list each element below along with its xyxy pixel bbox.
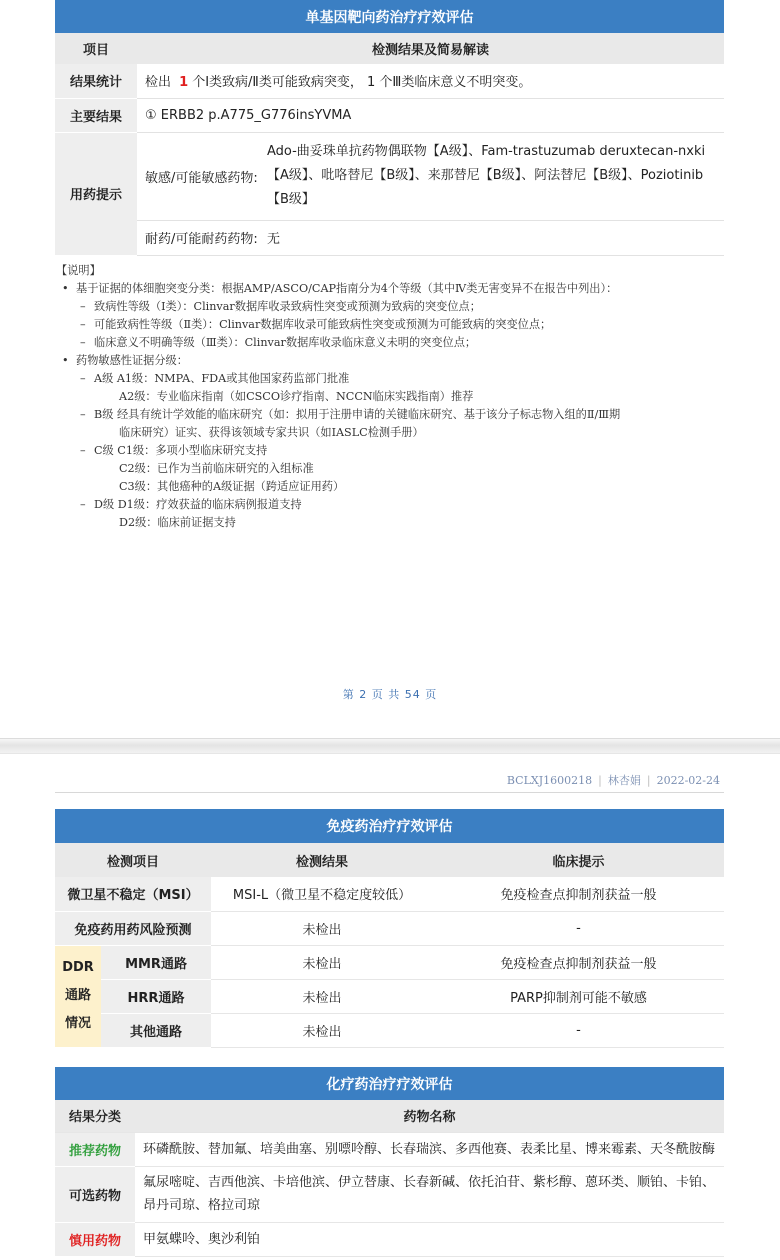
header-result: 检测结果及简易解读 bbox=[137, 33, 724, 64]
table-header-row bbox=[55, 33, 724, 64]
table-row-caution bbox=[55, 1222, 724, 1256]
stats-prefix: 检出 bbox=[145, 75, 172, 91]
table-row-main bbox=[55, 98, 724, 132]
note-line: • 药物敏感性证据分级： bbox=[62, 354, 188, 367]
row-label: 免疫药用药风险预测 bbox=[55, 911, 211, 945]
resistant-drugs: 无 bbox=[267, 232, 281, 248]
table-row-mmr bbox=[55, 945, 724, 979]
page-separator bbox=[0, 738, 780, 754]
row-label: MMR通路 bbox=[101, 945, 211, 979]
table-header-row bbox=[55, 1100, 724, 1132]
report-code: BCLXJ1600218 bbox=[506, 774, 593, 787]
table-row-drug bbox=[55, 132, 724, 255]
sensitive-drugs: Ado-曲妥珠单抗药物偶联物【A级】、Fam-trastuzumab deruxtecan-nxki【A级】、吡咯替尼【B级】、来那替尼【B级】、阿法替尼【B级】、Poziotinib【B级】 bbox=[267, 144, 706, 208]
header-category: 结果分类 bbox=[55, 1100, 135, 1132]
chemotherapy-table bbox=[55, 1100, 724, 1257]
row-label: 主要结果 bbox=[55, 98, 137, 132]
note-line: – C级 C1级：多项小型临床研究支持 bbox=[80, 444, 268, 457]
patient-name: 林杏娟 bbox=[607, 774, 641, 787]
sensitive-key: 敏感/可能敏感药物: bbox=[145, 170, 258, 186]
notes-section bbox=[56, 262, 736, 532]
row-result: 未检出 bbox=[211, 911, 433, 945]
table-row-stats bbox=[55, 64, 724, 98]
note-line: 临床研究）证实、获得该领域专家共识（如IASLC检测手册） bbox=[119, 426, 424, 439]
resistant-row bbox=[137, 221, 724, 255]
row-result: 未检出 bbox=[211, 945, 433, 979]
immunotherapy-table bbox=[55, 843, 724, 1048]
targeted-therapy-table bbox=[55, 33, 724, 256]
row-hint: 免疫检查点抑制剂获益一般 bbox=[433, 877, 724, 911]
row-result: 未检出 bbox=[211, 979, 433, 1013]
row-label: 推荐药物 bbox=[55, 1132, 135, 1166]
row-hint: PARP抑制剂可能不敏感 bbox=[433, 979, 724, 1013]
note-line: D2级：临床前证据支持 bbox=[119, 516, 236, 529]
notes-heading: 【说明】 bbox=[56, 264, 101, 277]
note-line: – 临床意义不明确等级（Ⅲ类）：Clinvar数据库收录临床意义未明的突变位点； bbox=[80, 336, 477, 349]
resistant-key: 耐药/可能耐药药物: bbox=[145, 232, 258, 248]
stats-value bbox=[137, 64, 724, 98]
note-line: – D级 D1级：疗效获益的临床病例报道支持 bbox=[80, 498, 302, 511]
sensitive-row bbox=[137, 133, 724, 221]
report-page-3 bbox=[0, 754, 780, 1260]
row-hint: - bbox=[433, 1013, 724, 1047]
row-drugs: 氟尿嘧啶、吉西他滨、卡培他滨、伊立替康、长春新碱、依托泊苷、紫杉醇、蒽环类、顺铂、卡铂、昂丹司琼、格拉司琼 bbox=[135, 1166, 724, 1222]
row-result: 未检出 bbox=[211, 1013, 433, 1047]
row-label: HRR通路 bbox=[101, 979, 211, 1013]
section-title: 免疫药治疗疗效评估 bbox=[55, 809, 724, 843]
header-item: 项目 bbox=[55, 33, 137, 64]
stats-suffix: 个Ⅲ类临床意义不明突变。 bbox=[379, 75, 532, 91]
header-result: 检测结果 bbox=[211, 843, 433, 877]
row-drugs: 环磷酰胺、替加氟、培美曲塞、别嘌呤醇、长春瑞滨、多西他赛、表柔比星、博来霉素、天冬酰胺酶 bbox=[135, 1132, 724, 1166]
stats-count-vus: 1 bbox=[366, 75, 376, 91]
main-result-value: ① ERBB2 p.A775_G776insYVMA bbox=[137, 98, 724, 132]
note-line: C3级：其他癌种的A级证据（跨适应证用药） bbox=[119, 480, 345, 493]
page-number: 第 2 页 共 54 页 bbox=[342, 688, 438, 701]
section-title: 单基因靶向药治疗疗效评估 bbox=[55, 0, 724, 33]
table-row-hrr bbox=[55, 979, 724, 1013]
header-divider bbox=[55, 792, 724, 793]
row-label: 微卫星不稳定（MSI） bbox=[55, 877, 211, 911]
row-result: MSI-L（微卫星不稳定度较低） bbox=[211, 877, 433, 911]
note-line: – 可能致病性等级（Ⅱ类）：Clinvar数据库收录可能致病性突变或预测为可能致病的突变位点； bbox=[80, 318, 552, 331]
report-header-info: BCLXJ1600218 | 林杏娟 | 2022-02-24 bbox=[506, 774, 720, 787]
table-row-other bbox=[55, 1013, 724, 1047]
row-drugs: 甲氨蝶呤、奥沙利铂 bbox=[135, 1222, 724, 1256]
stats-count-pathogenic: 1 bbox=[179, 75, 189, 91]
header-item: 检测项目 bbox=[55, 843, 211, 877]
chemotherapy-section bbox=[55, 1067, 724, 1257]
note-line: • 基于证据的体细胞突变分类：根据AMP/ASCO/CAP指南分为4个等级（其中Ⅳ类无害变异不在报告中列出）： bbox=[62, 282, 618, 295]
row-label: 用药提示 bbox=[55, 132, 137, 255]
section-title: 化疗药治疗疗效评估 bbox=[55, 1067, 724, 1100]
drug-hint-cell bbox=[137, 132, 724, 255]
row-label: 结果统计 bbox=[55, 64, 137, 98]
note-line: C2级：已作为当前临床研究的入组标准 bbox=[119, 462, 314, 475]
table-row-risk bbox=[55, 911, 724, 945]
header-drug-names: 药物名称 bbox=[135, 1100, 724, 1132]
header-hint: 临床提示 bbox=[433, 843, 724, 877]
targeted-therapy-section bbox=[55, 0, 724, 256]
note-line: A2级：专业临床指南（如CSCO诊疗指南、NCCN临床实践指南）推荐 bbox=[119, 390, 474, 403]
row-label: 可选药物 bbox=[55, 1166, 135, 1222]
table-row-optional bbox=[55, 1166, 724, 1222]
note-line: – A级 A1级：NMPA、FDA或其他国家药监部门批准 bbox=[80, 372, 350, 385]
row-hint: - bbox=[433, 911, 724, 945]
row-hint: 免疫检查点抑制剂获益一般 bbox=[433, 945, 724, 979]
note-line: – B级 经具有统计学效能的临床研究（如：拟用于注册申请的关键临床研究、基于该分子标志物入组的Ⅱ/Ⅲ期 bbox=[80, 408, 621, 421]
stats-mid: 个Ⅰ类致病/Ⅱ类可能致病突变， bbox=[192, 75, 363, 91]
table-header-row bbox=[55, 843, 724, 877]
report-date: 2022-02-24 bbox=[656, 774, 720, 787]
ddr-label: DDR 通路 情况 bbox=[55, 945, 101, 1047]
note-line: – 致病性等级（Ⅰ类）：Clinvar数据库收录致病性突变或预测为致病的突变位点； bbox=[80, 300, 481, 313]
row-label: 其他通路 bbox=[101, 1013, 211, 1047]
table-row-msi bbox=[55, 877, 724, 911]
row-label: 慎用药物 bbox=[55, 1222, 135, 1256]
table-row-recommended bbox=[55, 1132, 724, 1166]
immunotherapy-section bbox=[55, 809, 724, 1048]
